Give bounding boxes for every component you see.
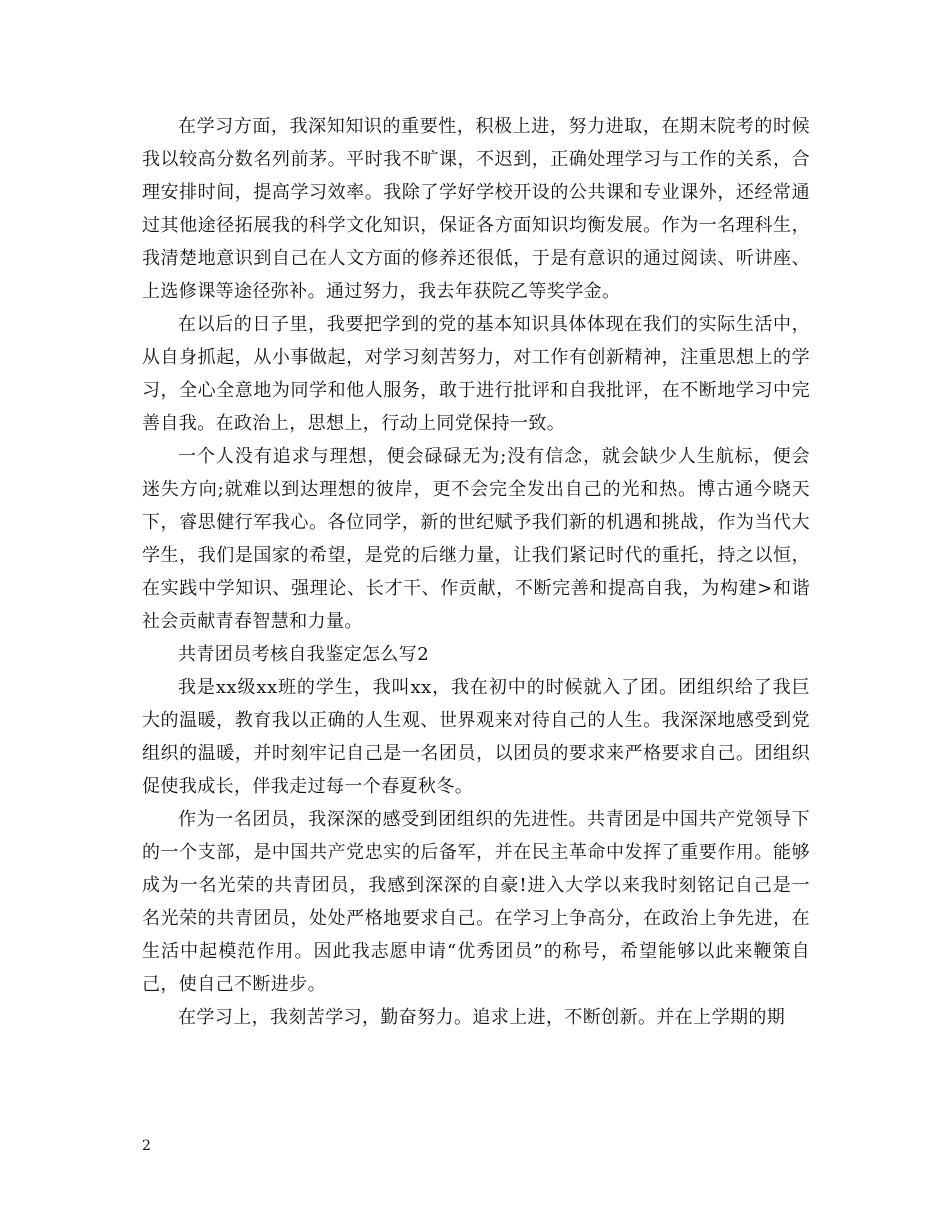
paragraph-intro: 我是xx级xx班的学生，我叫xx，我在初中的时候就入了团。团组织给了我巨大的温暖，教育我以正确的人生观、世界观来对待自己的人生。我深深地感受到党组织的温暖，并时刻牢记自己是一名团员，以团员的要求来严格要求自己。团组织促使我成长，伴我走过每一个春夏秋冬。 [142,677,810,797]
paragraph-study-2: 在学习上，我刻苦学习，勤奋努力。追求上进，不断创新。并在上学期的期 [178,1007,786,1028]
document-page [142,110,810,1034]
section-heading: 共青团员考核自我鉴定怎么写2 [178,644,430,665]
paragraph-future: 在以后的日子里，我要把学到的党的基本知识具体体现在我们的实际生活中，从自身抓起，从小事做起，对学习刻苦努力，对工作有创新精神，注重思想上的学习，全心全意地为同学和他人服务，敢于进行批评和自我批评，在不断地学习中完善自我。在政治上，思想上，行动上同党保持一致。 [142,314,810,434]
paragraph-ideals: 一个人没有追求与理想，便会碌碌无为;没有信念，就会缺少人生航标，便会迷失方向;就难以到达理想的彼岸，更不会完全发出自己的光和热。博古通今晓天下，睿思健行军我心。各位同学，新的世纪赋予我们新的机遇和挑战，作为当代大学生，我们是国家的希望，是党的后继力量，让我们紧记时代的重托，持之以恒，在实践中学知识、强理论、长才干、作贡献，不断完善和提高自我，为构建>和谐社会贡献青春智慧和力量。 [142,446,810,632]
page-number: 2 [142,1138,151,1154]
paragraph-study: 在学习方面，我深知知识的重要性，积极上进，努力进取，在期末院考的时候我以较高分数名列前茅。平时我不旷课，不迟到，正确处理学习与工作的关系，合理安排时间，提高学习效率。我除了学好学校开设的公共课和专业课外，还经常通过其他途径拓展我的科学文化知识，保证各方面知识均衡发展。作为一名理科生，我清楚地意识到自己在人文方面的修养还很低，于是有意识的通过阅读、听讲座、上选修课等途径弥补。通过努力，我去年获院乙等奖学金。 [142,116,810,302]
paragraph-member: 作为一名团员，我深深的感受到团组织的先进性。共青团是中国共产党领导下的一个支部，是中国共产党忠实的后备军，并在民主革命中发挥了重要作用。能够成为一名光荣的共青团员，我感到深深的自豪!进入大学以来我时刻铭记自己是一名光荣的共青团员，处处严格地要求自己。在学习上争高分，在政治上争先进，在生活中起模范作用。因此我志愿申请“优秀团员”的称号，希望能够以此来鞭策自己，使自己不断进步。 [142,809,810,995]
